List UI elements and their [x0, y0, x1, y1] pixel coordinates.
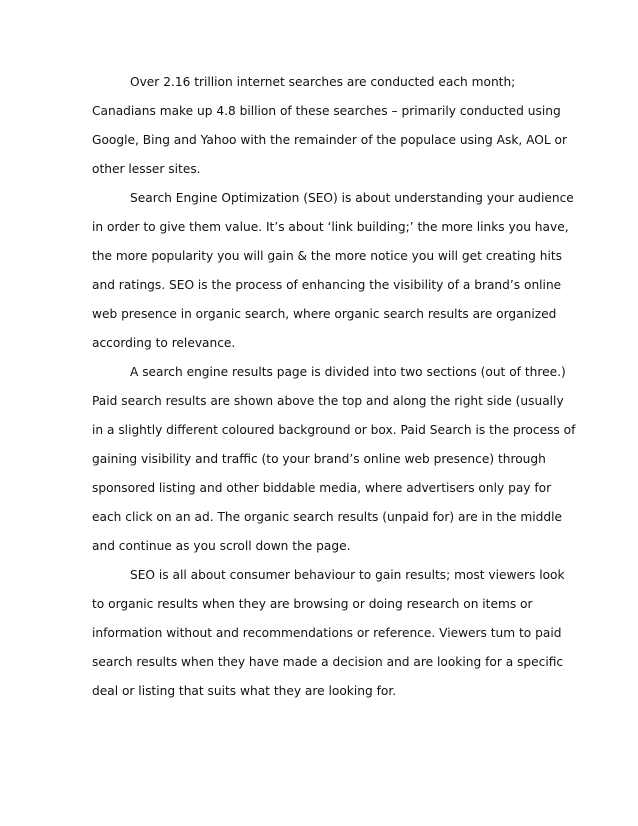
- paragraph-global-searches: Over 2.16 trillion internet searches are conducted each month; Canadians make up 4.8 billion of these searches – primarily conducted using Google, Bing and Yahoo with the remainder of the populace using Ask, AOL or other lesser sites.: [92, 75, 567, 176]
- paragraph-seo-definition: Search Engine Optimization (SEO) is about understanding your audience in order to give them value. It’s about ‘link building;’ the more links you have, the more popularity you will gain & the more notice you will get creating hits and ratings. SEO is the process of enhancing the visibility of a brand’s online web presence in organic search, where organic search results are organized according to relevance.: [92, 191, 574, 350]
- paragraph-consumer-behaviour: SEO is all about consumer behaviour to gain results; most viewers look to organic results when they are browsing or doing research on items or information without and recommendations or reference. Viewers tum to paid search results when they have made a decision and are looking for a specific deal or listing that suits what they are looking for.: [92, 568, 565, 698]
- paragraph-results-page: A search engine results page is divided into two sections (out of three.) Paid search results are shown above the top and along the right side (usually in a slightly different coloured background or box. Paid Search is the process of gaining visibility and traffic (to your brand’s online web presence) through sponsored listing and other biddable media, where advertisers only pay for each click on an ad. The organic search results (unpaid for) are in the middle and continue as you scroll down the page.: [92, 365, 576, 553]
